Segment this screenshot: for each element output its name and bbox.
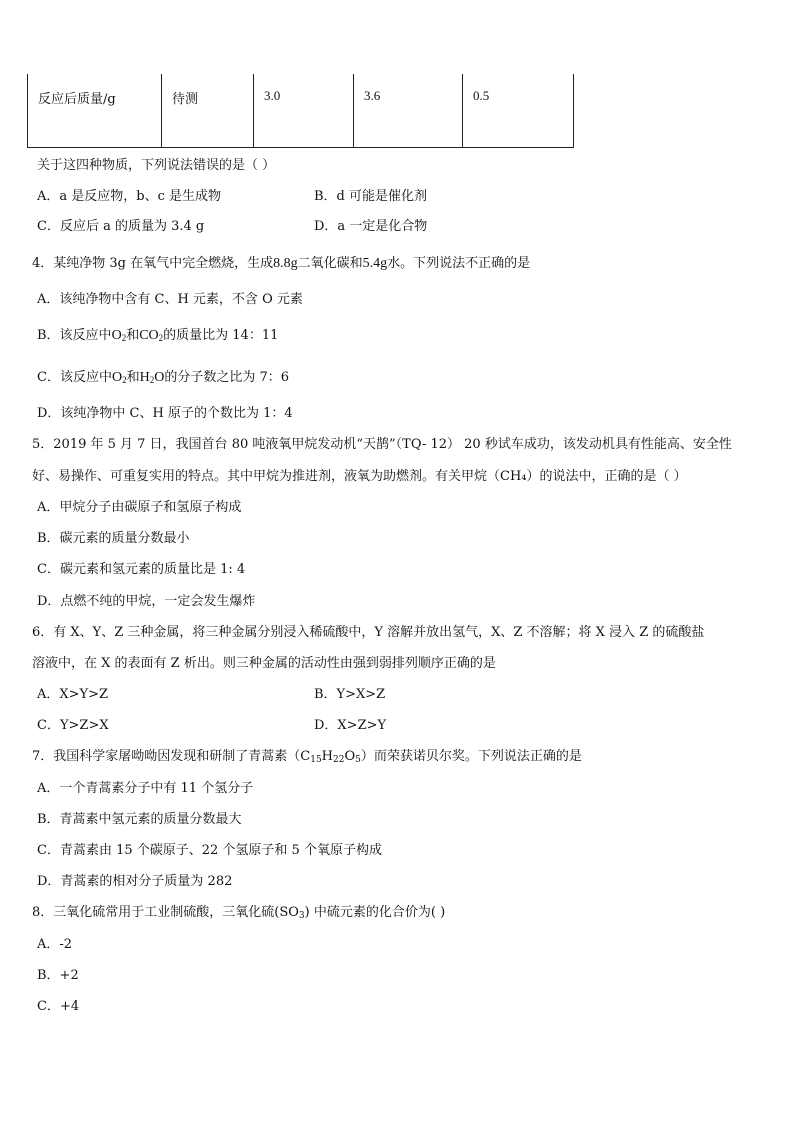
formula-o2: $O_2$ <box>111 370 127 385</box>
q4-option-b[interactable] <box>37 327 278 345</box>
q4-option-c-and: 和 <box>126 370 140 385</box>
formula-co2: $CO_2$ <box>139 328 164 343</box>
formula-o2: $O_2$ <box>111 328 127 343</box>
q7-option-a[interactable]: A．一个青蒿素分子中有 11 个氢分子 <box>37 781 254 796</box>
q6-option-c[interactable]: C．Y>Z>X <box>37 718 109 733</box>
formula-h2o: $H_2O$ <box>139 370 165 385</box>
q4-mass-h2o: 5.4g <box>362 256 388 271</box>
table-cell: 待测 <box>162 74 254 147</box>
q6-stem-line2: 溶液中，在 X 的表面有 Z 析出。则三种金属的活动性由强到弱排列顺序正确的是 <box>32 656 496 671</box>
q7-option-b[interactable]: B．青蒿素中氢元素的质量分数最大 <box>37 812 242 827</box>
q4-stem-mid: 二氧化碳和 <box>297 256 363 271</box>
q5-option-d[interactable]: D．点燃不纯的甲烷，一定会发生爆炸 <box>37 594 256 609</box>
q3-stem: 关于这四种物质，下列说法错误的是（ ） <box>37 158 276 173</box>
mass-table <box>27 74 574 148</box>
q4-option-d[interactable]: D．该纯净物中 C、H 原子的个数比为 1：4 <box>37 406 293 421</box>
q5-option-a[interactable]: A．甲烷分子由碳原子和氢原子构成 <box>37 500 242 515</box>
q7-stem-post: ）而荣获诺贝尔奖。下列说法正确的是 <box>360 749 582 764</box>
q4-option-b-post: 的质量比为 14：11 <box>163 328 279 343</box>
q4-option-a[interactable]: A．该纯净物中含有 C、H 元素，不含 O 元素 <box>37 292 303 307</box>
q8-option-b[interactable]: B．+2 <box>37 968 79 983</box>
q6-stem-line1: 6．有 X、Y、Z 三种金属，将三种金属分别浸入稀硫酸中，Y 溶解并放出氢气，X、Z 不溶解；将 X 浸入 Z 的硫酸盐 <box>32 625 705 640</box>
q5-stem-line1: 5．2019 年 5 月 7 日，我国首台 80 吨液氧甲烷发动机“天鹊”（TQ- 12） 20 秒试车成功，该发动机具有性能高、安全性 <box>32 437 732 452</box>
q4-stem <box>32 255 530 273</box>
q3-option-d[interactable]: D．a 一定是化合物 <box>314 219 428 234</box>
q3-option-a[interactable]: A．a 是反应物，b、c 是生成物 <box>37 189 222 204</box>
q8-option-a[interactable]: A．-2 <box>37 937 73 952</box>
q7-stem: 7．我国科学家屠呦呦因发现和研制了青蒿素$(C_{15}H_{22}O_5)$而荣获诺贝尔奖。下列说法正确的是 <box>32 749 582 765</box>
q5-option-b[interactable]: B．碳元素的质量分数最小 <box>37 531 190 546</box>
q7-option-d[interactable]: D．青蒿素的相对分子质量为 282 <box>37 874 233 889</box>
q7-option-c[interactable]: C．青蒿素由 15 个碳原子、22 个氢原子和 5 个氧原子构成 <box>37 843 382 858</box>
q4-option-c-pre: C．该反应中 <box>37 370 112 385</box>
q8-stem-post: ) 中硫元素的化合价为( ) <box>304 905 446 920</box>
table-cell: 3.0 <box>254 74 354 147</box>
q4-option-c[interactable] <box>37 369 289 387</box>
q6-option-a[interactable]: A．X>Y>Z <box>37 687 109 702</box>
q4-stem-post: 水。下列说法不正确的是 <box>387 256 531 271</box>
q8-option-c[interactable]: C．+4 <box>37 999 80 1014</box>
q8-stem-pre: 8．三氧化硫常用于工业制硫酸，三氧化硫(SO <box>32 905 299 920</box>
q4-option-b-pre: B．该反应中 <box>37 328 112 343</box>
q4-option-c-post: 的分子数之比为 7：6 <box>164 370 290 385</box>
q4-stem-pre: 4．某纯净物 3g 在氧气中完全燃烧，生成 <box>32 256 274 271</box>
q3-option-b[interactable]: B．d 可能是催化剂 <box>314 189 428 204</box>
q5-stem-line2: 好、易操作、可重复实用的特点。其中甲烷为推进剂，液氧为助燃剂。有关甲烷（CH₄）的说法中，正确的是（ ） <box>32 469 687 484</box>
q8-stem: 8．三氧化硫常用于工业制硫酸，三氧化硫$(SO_3)$ 中硫元素的化合价为( ) <box>32 905 446 921</box>
table-cell: 3.6 <box>354 74 463 147</box>
q6-option-b[interactable]: B．Y>X>Z <box>314 687 386 702</box>
q4-option-b-and: 和 <box>126 328 140 343</box>
q4-mass-co2: 8.8g <box>273 256 298 271</box>
table-row <box>28 74 574 147</box>
q6-option-d[interactable]: D．X>Z>Y <box>314 718 387 733</box>
q7-stem-pre: 7．我国科学家屠呦呦因发现和研制了青蒿素（C <box>32 749 311 764</box>
q5-option-c[interactable]: C．碳元素和氢元素的质量比是 1: 4 <box>37 562 246 577</box>
table-cell: 0.5 <box>463 74 574 147</box>
table-cell: 反应后质量/g <box>28 74 162 147</box>
q3-option-c[interactable]: C．反应后 a 的质量为 3.4 g <box>37 219 205 234</box>
